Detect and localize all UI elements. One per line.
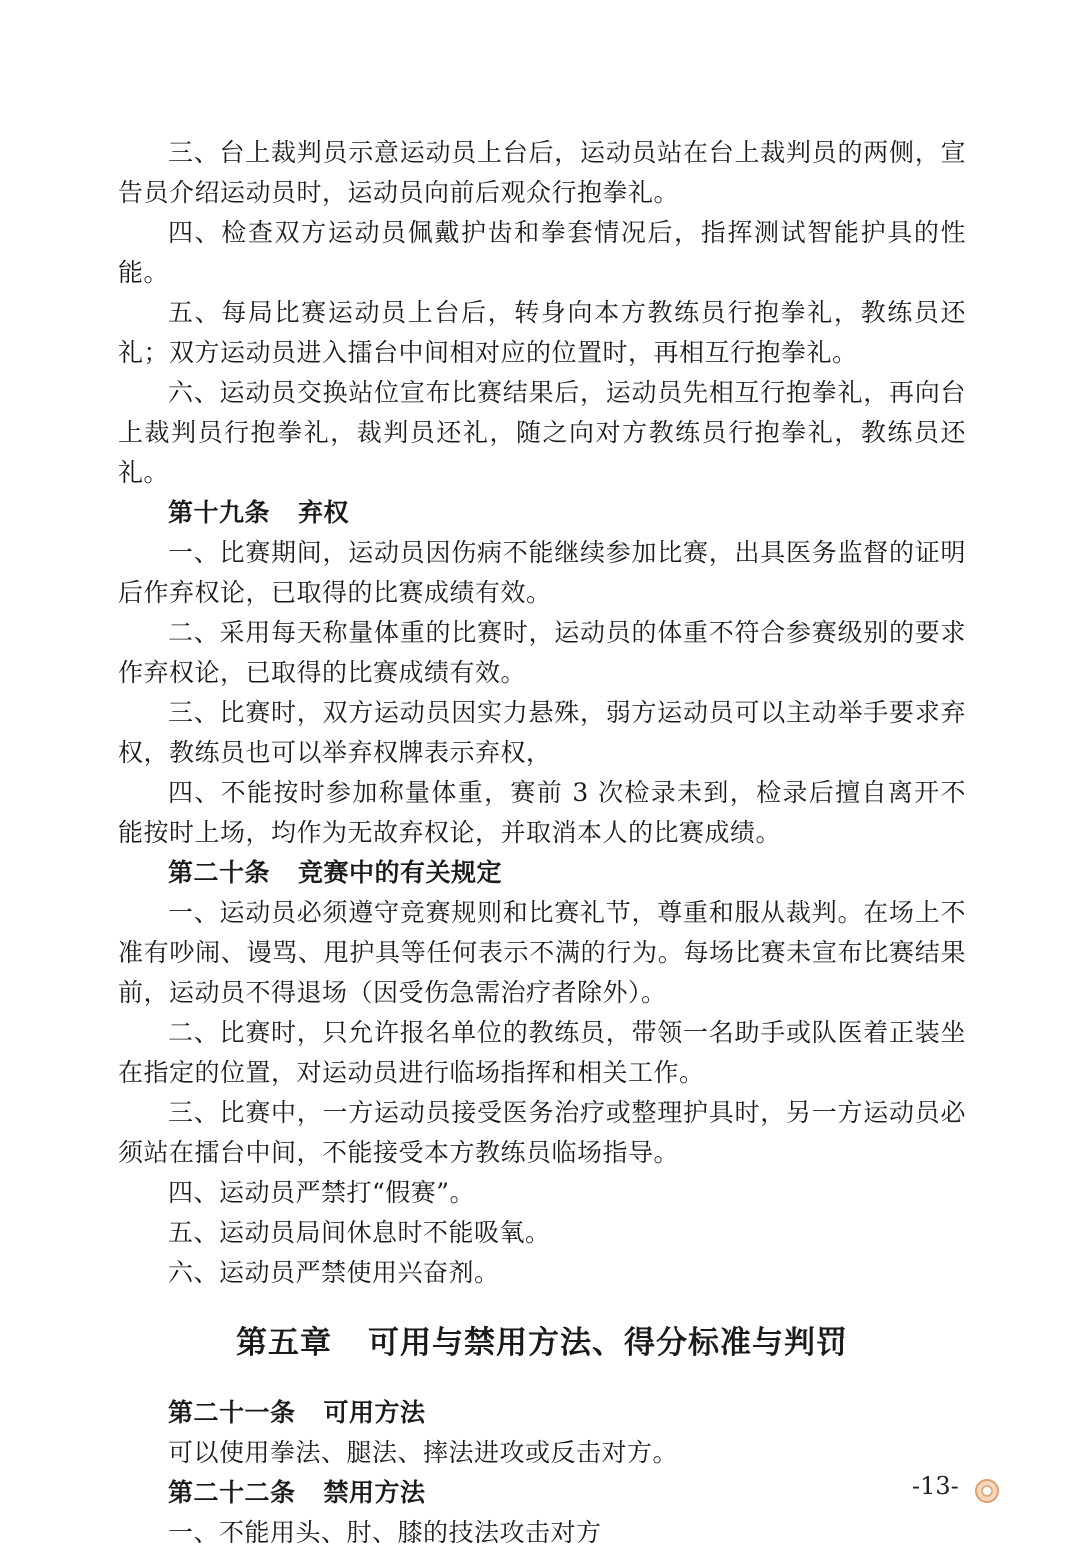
article-number: 第二十二条 — [168, 1478, 296, 1507]
article-20-heading — [118, 853, 966, 893]
article-title: 弃权 — [298, 498, 350, 527]
chapter-number: 第五章 — [236, 1325, 332, 1361]
paragraph: 三、台上裁判员示意运动员上台后，运动员站在台上裁判员的两侧，宣告员介绍运动员时，运动员向前后观众行抱拳礼。 — [118, 138, 966, 207]
paragraph: 一、运动员必须遵守竞赛规则和比赛礼节，尊重和服从裁判。在场上不准有吵闹、谩骂、甩护具等任何表示不满的行为。每场比赛未宣布比赛结果前，运动员不得退场（因受伤急需治疗者除外）。 — [118, 898, 966, 1007]
article-19-heading — [118, 493, 966, 533]
article-number: 第二十条 — [168, 858, 271, 887]
paragraph: 四、运动员严禁打“假赛”。 — [168, 1178, 476, 1207]
article-title: 可用方法 — [323, 1398, 426, 1427]
paragraph: 一、不能用头、肘、膝的技法攻击对方 — [168, 1518, 602, 1547]
article-title: 禁用方法 — [323, 1478, 426, 1507]
paragraph: 三、比赛中，一方运动员接受医务治疗或整理护具时，另一方运动员必须站在擂台中间，不能接受本方教练员临场指导。 — [118, 1098, 966, 1167]
chapter-heading — [118, 1323, 966, 1363]
paragraph: 六、运动员严禁使用兴奋剂。 — [168, 1258, 500, 1287]
paragraph: 四、不能按时参加称量体重，赛前 3 次检录未到，检录后擅自离开不能按时上场，均作为无故弃权论，并取消本人的比赛成绩。 — [118, 778, 966, 847]
paragraph: 二、比赛时，只允许报名单位的教练员，带领一名助手或队医着正装坐在指定的位置，对运动员进行临场指挥和相关工作。 — [118, 1018, 966, 1087]
paragraph: 五、每局比赛运动员上台后，转身向本方教练员行抱拳礼，教练员还礼；双方运动员进入擂台中间相对应的位置时，再相互行抱拳礼。 — [118, 298, 966, 367]
paragraph: 三、比赛时，双方运动员因实力悬殊，弱方运动员可以主动举手要求弃权，教练员也可以举弃权牌表示弃权， — [118, 698, 966, 767]
paragraph: 可以使用拳法、腿法、摔法进攻或反击对方。 — [168, 1438, 679, 1467]
paragraph: 六、运动员交换站位宣布比赛结果后，运动员先相互行抱拳礼，再向台上裁判员行抱拳礼，裁判员还礼，随之向对方教练员行抱拳礼，教练员还礼。 — [118, 378, 966, 487]
paragraph: 二、采用每天称量体重的比赛时，运动员的体重不符合参赛级别的要求作弃权论，已取得的比赛成绩有效。 — [118, 618, 966, 687]
article-number: 第十九条 — [168, 498, 271, 527]
page-number: -13- — [912, 1472, 959, 1500]
article-22-heading — [118, 1473, 966, 1513]
article-number: 第二十一条 — [168, 1398, 296, 1427]
page-content — [118, 133, 966, 1553]
paragraph: 五、运动员局间休息时不能吸氧。 — [168, 1218, 551, 1247]
article-21-heading — [118, 1393, 966, 1433]
chapter-title: 可用与禁用方法、得分标准与判罚 — [368, 1325, 848, 1361]
paragraph: 一、比赛期间，运动员因伤病不能继续参加比赛，出具医务监督的证明后作弃权论，已取得的比赛成绩有效。 — [118, 538, 966, 607]
article-title: 竞赛中的有关规定 — [298, 858, 503, 887]
watermark-seal-icon — [974, 1478, 1000, 1504]
paragraph: 四、检查双方运动员佩戴护齿和拳套情况后，指挥测试智能护具的性能。 — [118, 218, 966, 287]
